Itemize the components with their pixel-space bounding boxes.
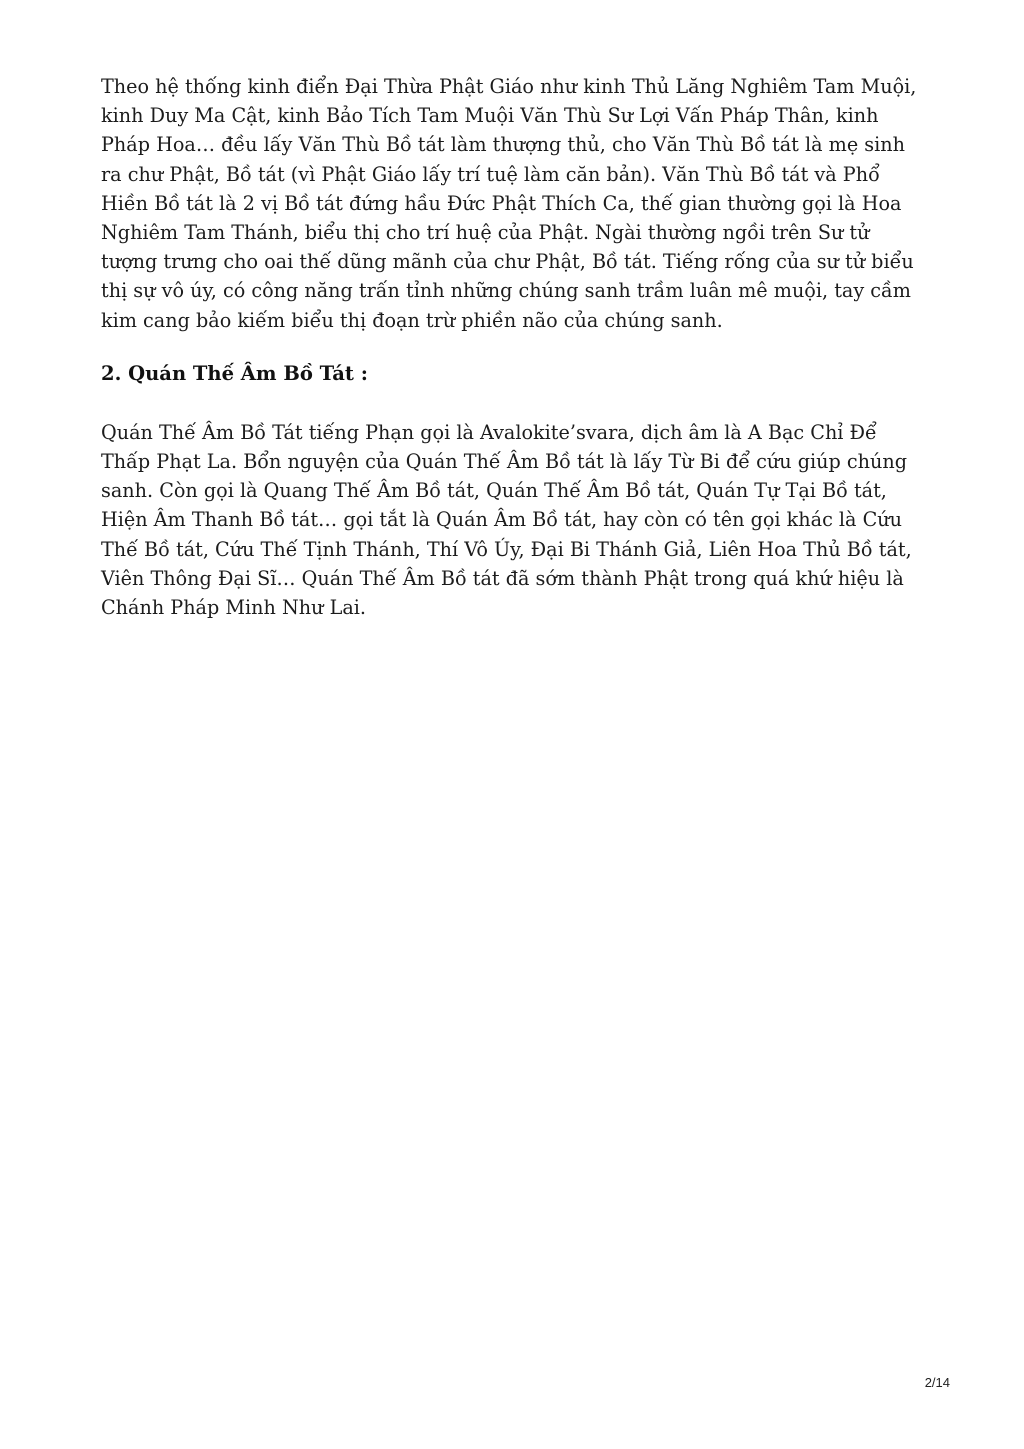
- page-number: 2/14: [924, 1375, 950, 1390]
- paragraph-quan-the-am: Quán Thế Âm Bồ Tát tiếng Phạn gọi là Avalokite’svara, dịch âm là A Bạc Chỉ Để Thấp Phạt La. Bổn nguyện của Quán Thế Âm Bồ tát là lấy Từ Bi để cứu giúp chúng sanh. Còn gọi là Quang Thế Âm Bồ tát, Quán Thế Âm Bồ tát, Quán Tự Tại Bồ tát, Hiện Âm Thanh Bồ tát… gọi tắt là Quán Âm Bồ tát, hay còn có tên gọi khác là Cứu Thế Bồ tát, Cứu Thế Tịnh Thánh, Thí Vô Úy, Đại Bi Thánh Giả, Liên Hoa Thủ Bồ tát, Viên Thông Đại Sĩ… Quán Thế Âm Bồ tát đã sớm thành Phật trong quá khứ hiệu là Chánh Pháp Minh Như Lai.: [101, 420, 912, 620]
- paragraph-van-thu: Theo hệ thống kinh điển Đại Thừa Phật Giáo như kinh Thủ Lăng Nghiêm Tam Muội, kinh Duy Ma Cật, kinh Bảo Tích Tam Muội Văn Thù Sư Lợi Vấn Pháp Thân, kinh Pháp Hoa… đều lấy Văn Thù Bồ tát làm thượng thủ, cho Văn Thù Bồ tát là mẹ sinh ra chư Phật, Bồ tát (vì Phật Giáo lấy trí tuệ làm căn bản). Văn Thù Bồ tát và Phổ Hiền Bồ tát là 2 vị Bồ tát đứng hầu Đức Phật Thích Ca, thế gian thường gọi là Hoa Nghiêm Tam Thánh, biểu thị cho trí huệ của Phật. Ngài thường ngồi trên Sư tử tượng trưng cho oai thế dũng mãnh của chư Phật, Bồ tát. Tiếng rống của sư tử biểu thị sự vô úy, có công năng trấn tỉnh những chúng sanh trầm luân mê muội, tay cầm kim cang bảo kiếm biểu thị đoạn trừ phiền não của chúng sanh.: [101, 75, 917, 332]
- document-content: [101, 72, 923, 622]
- section-heading-quan-the-am: 2. Quán Thế Âm Bồ Tát :: [101, 361, 368, 385]
